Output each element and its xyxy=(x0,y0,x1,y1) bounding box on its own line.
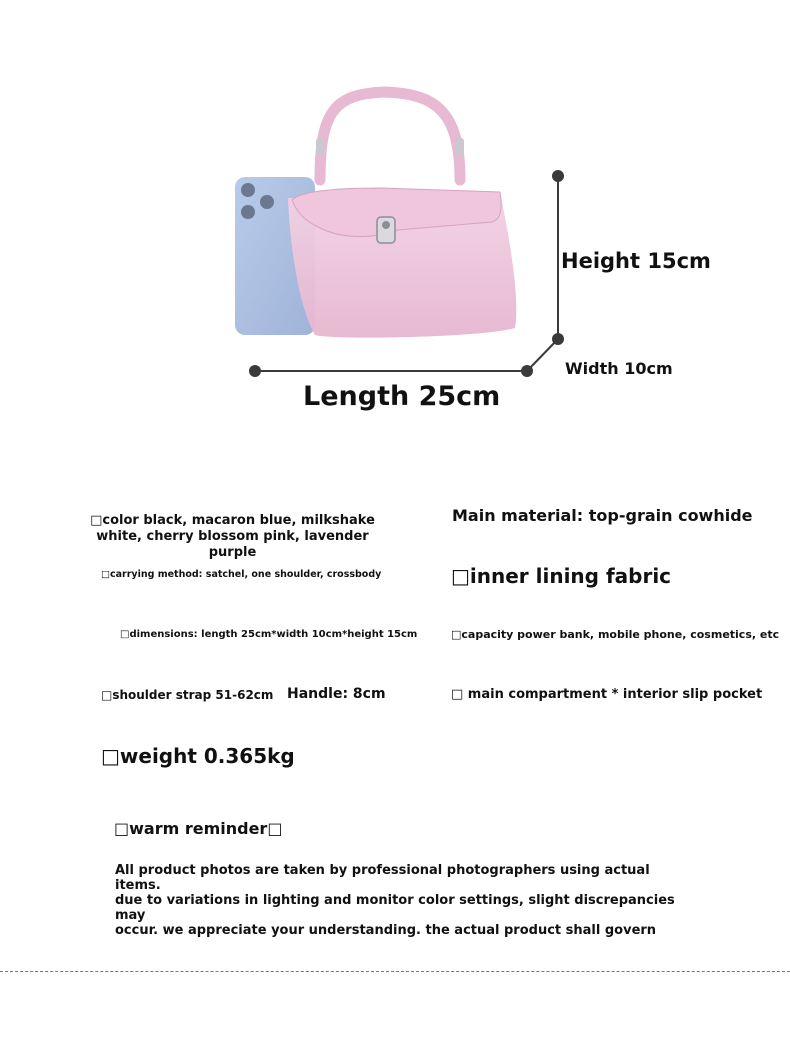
reminder-title: □warm reminder□ xyxy=(114,819,283,838)
spec-material: Main material: top-grain cowhide xyxy=(452,506,753,525)
spec-carrying-method: □carrying method: satchel, one shoulder, crossbody xyxy=(101,569,382,580)
width-marker-line xyxy=(526,338,560,372)
reminder-line: All product photos are taken by professional photographers using actual items. xyxy=(115,863,650,893)
bag-lock xyxy=(377,217,395,243)
reminder-body xyxy=(115,863,695,938)
spec-handle: Handle: 8cm xyxy=(287,686,386,702)
bag-handle xyxy=(320,92,460,180)
spec-capacity: □capacity power bank, mobile phone, cosmetics, etc xyxy=(451,628,780,641)
spec-weight: □weight 0.365kg xyxy=(101,744,295,768)
spec-compartment: □ main compartment * interior slip pocket xyxy=(451,687,763,702)
width-label: Width 10cm xyxy=(565,359,673,378)
reminder-line: due to variations in lighting and monitor color settings, slight discrepancies may xyxy=(115,893,675,923)
height-label: Height 15cm xyxy=(561,249,711,273)
dashed-divider xyxy=(0,971,790,972)
spec-lining: □inner lining fabric xyxy=(451,564,672,588)
spec-dimensions: □dimensions: length 25cm*width 10cm*height 15cm xyxy=(120,629,418,640)
handbag-with-phone-image xyxy=(220,80,540,350)
length-marker-line xyxy=(255,370,527,372)
spec-color: □color black, macaron blue, milkshake white, cherry blossom pink, lavender purple xyxy=(90,513,375,560)
length-label: Length 25cm xyxy=(303,381,501,412)
reminder-line: occur. we appreciate your understanding. the actual product shall govern xyxy=(115,923,657,938)
spec-shoulder-strap: □shoulder strap 51-62cm xyxy=(101,688,274,702)
height-marker-line xyxy=(557,176,559,338)
